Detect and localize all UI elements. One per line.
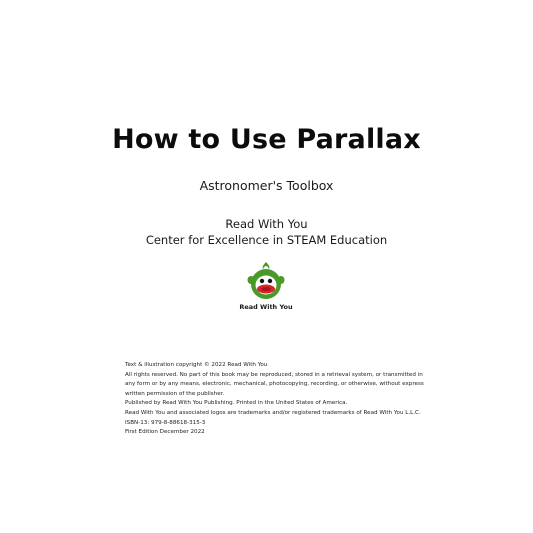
copyright-block (125, 361, 425, 438)
copyright-line: First Edition December 2022 (125, 429, 205, 436)
copyright-line: Published by Read With You Publishing. Printed in the United States of America. (125, 400, 348, 407)
logo-text: Read With You (239, 303, 293, 311)
logo-mascot-icon (243, 260, 289, 304)
copyright-line: Text & illustration copyright © 2022 Read With You (125, 362, 268, 368)
copyright-line: any form or by any means, electronic, mechanical, photocopying, recording, or otherwise, without express (125, 381, 424, 388)
book-subtitle: Astronomer's Toolbox (199, 178, 334, 193)
copyright-line: All rights reserved. No part of this book may be reproduced, stored in a retrieval system, or transmitted in (125, 371, 423, 378)
publisher-center: Center for Excellence in STEAM Education (145, 233, 388, 247)
copyright-line: written permission of the publisher. (125, 390, 225, 397)
publisher-name: Read With You (225, 217, 308, 231)
publisher-block (0, 216, 533, 248)
copyright-line: ISBN-13: 979-8-88618-315-3 (125, 419, 206, 426)
book-title: How to Use Parallax (112, 124, 421, 155)
copyright-line: Read With You and associated logos are trademarks and/or registered trademarks of Read With You L.L.C. (125, 409, 421, 416)
